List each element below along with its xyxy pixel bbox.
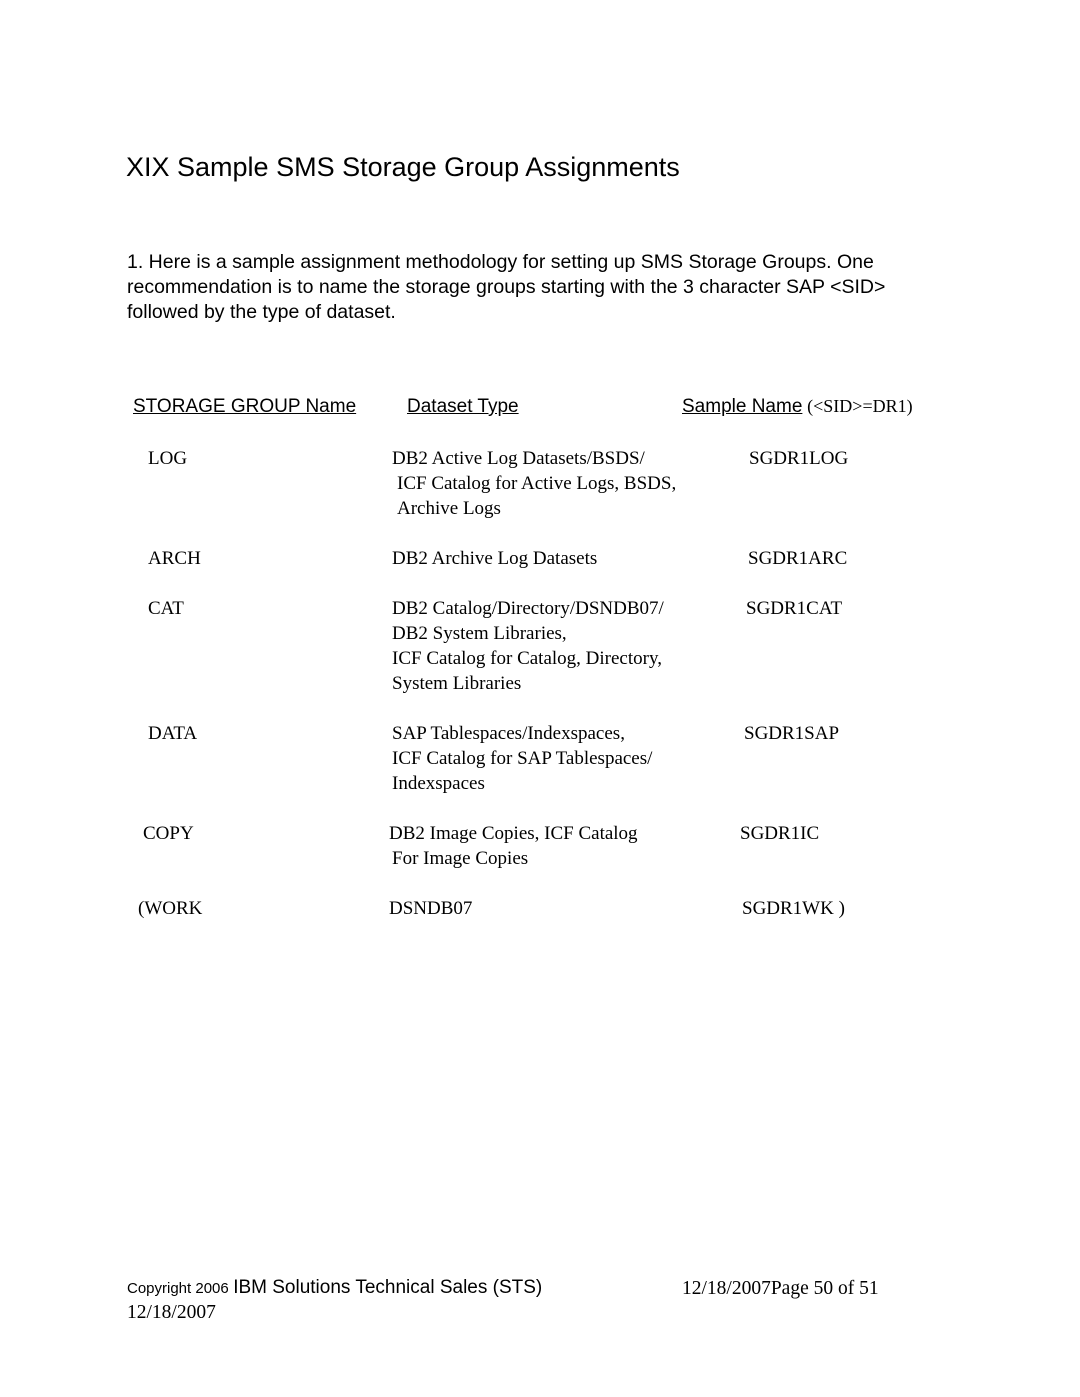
storage-group-name: ARCH [148,548,201,569]
header-dataset-type: Dataset Type [407,396,519,417]
dataset-type-line: System Libraries [392,673,522,694]
header-storage-group-name: STORAGE GROUP Name [133,396,357,417]
sample-name: SGDR1SAP [744,723,840,744]
storage-group-name: LOG [148,448,188,469]
storage-group-name: (WORK [138,898,203,919]
footer-copyright: Copyright 2006 [127,1280,229,1297]
header-sample-name [682,396,913,418]
dataset-type-line: SAP Tablespaces/Indexspaces, [392,723,625,744]
intro-paragraph: 1. Here is a sample assignment methodology for setting up SMS Storage Groups. One recommendation is to name the storage groups starting with the 3 character SAP <SID> followed by the type of dataset. [127,251,886,323]
footer-page: 12/18/2007Page 50 of 51 [682,1278,879,1299]
sample-name: SGDR1ARC [748,548,848,569]
header-sample-name-label: Sample Name [682,396,803,417]
footer-date: 12/18/2007 [127,1302,216,1323]
dataset-type-line: DB2 Catalog/Directory/DSNDB07/ [392,598,664,619]
dataset-type-line: Indexspaces [392,773,485,794]
footer-org-name: IBM Solutions Technical Sales (STS) [233,1277,543,1298]
header-sample-note: (<SID>=DR1) [807,396,913,416]
storage-group-name: DATA [148,723,198,744]
storage-group-name: CAT [148,598,184,619]
dataset-type-line: ICF Catalog for Active Logs, BSDS, [397,473,677,494]
dataset-type-line: ICF Catalog for SAP Tablespaces/ [392,748,653,769]
page-title: XIX Sample SMS Storage Group Assignments [126,152,680,182]
sample-name: SGDR1IC [740,823,820,844]
dataset-type-line: DB2 Archive Log Datasets [392,548,598,569]
sample-name: SGDR1WK ) [742,898,845,919]
dataset-type-line: DB2 System Libraries, [392,623,567,644]
sample-name: SGDR1CAT [746,598,843,619]
dataset-type-line: For Image Copies [392,848,529,869]
dataset-type-line: DB2 Active Log Datasets/BSDS/ [392,448,645,469]
sample-name: SGDR1LOG [749,448,849,469]
dataset-type-line: Archive Logs [397,498,501,519]
footer-org [127,1277,542,1299]
dataset-type-line: DSNDB07 [389,898,473,919]
dataset-type-line: DB2 Image Copies, ICF Catalog [389,823,638,844]
dataset-type-line: ICF Catalog for Catalog, Directory, [392,648,662,669]
storage-group-name: COPY [143,823,194,844]
